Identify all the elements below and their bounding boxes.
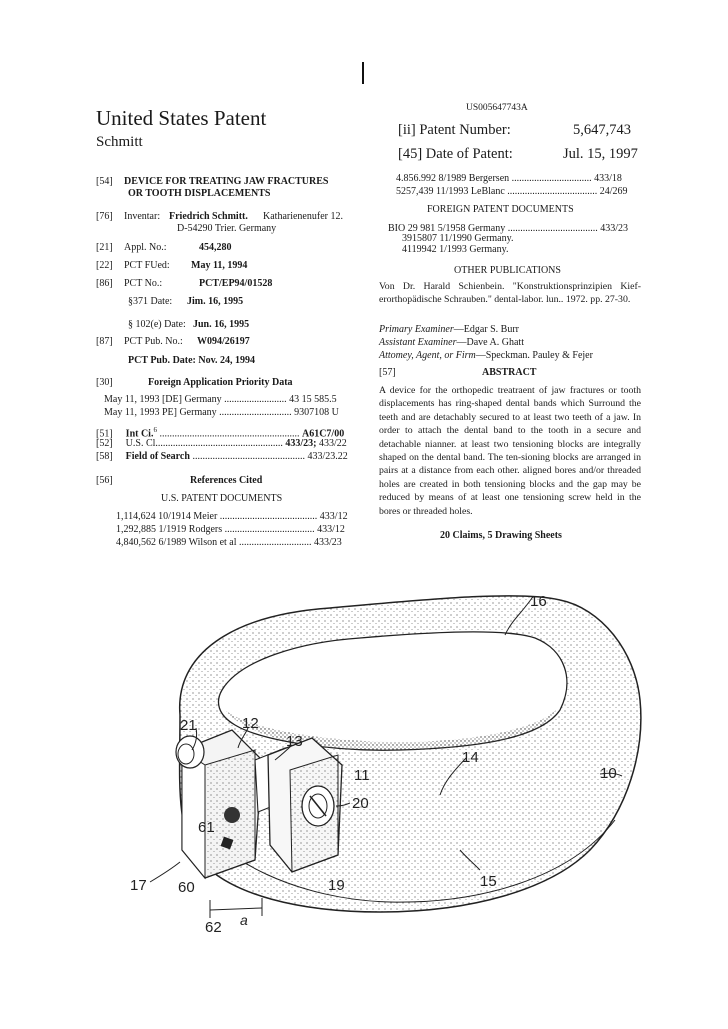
pct-no-label: PCT No.: xyxy=(124,278,163,289)
int-cl-value: A61C7/00 xyxy=(301,428,345,440)
patent-title-heading: United States Patent xyxy=(96,106,267,130)
attorney-value: —Speckman. Pauley & Fejer xyxy=(475,350,593,361)
figure-label: 12 xyxy=(242,715,259,732)
field-87-code: [87] xyxy=(96,336,113,347)
inventor-name: Friedrich Schmitt. xyxy=(169,211,248,222)
figure-label: 11 xyxy=(354,767,370,784)
field-56-code: [56] xyxy=(96,475,113,486)
figure-label: 60 xyxy=(178,879,195,896)
pct-pub-no-value: W094/26197 xyxy=(197,336,250,347)
us-cl-label: U.S. Cl xyxy=(125,438,156,449)
invention-title-line2: OR TOOTH DISPLACEMENTS xyxy=(128,188,271,199)
field-76-code: [76] xyxy=(96,211,113,222)
field-21-code: [21] xyxy=(96,242,113,253)
s371-date-label: §371 Date: xyxy=(128,296,173,307)
primary-examiner-label: Primary Examiner xyxy=(379,324,454,335)
field-22-code: [22] xyxy=(96,260,113,271)
us-reference-row: 5257,439 11/1993 LeBlanc .................................... 24/269 xyxy=(396,186,628,197)
claims-summary: 20 Claims, 5 Drawing Sheets xyxy=(440,530,562,541)
figure-label: 62 xyxy=(205,919,222,936)
field-58-code: [58] xyxy=(96,451,113,462)
us-cl-value-2: 433/22 xyxy=(316,438,347,449)
abstract-text: A device for the orthopedic treatraent of jaw fractures or tooth displacements has ring-shaped dental bands which Surround the teeth and are detachably secured to at least two teeth of a jaw. In order to attach the dental band to the tooth in a secure and detachable nianner. at least two tensioning blocks are integrally shaped on the dental band. The ten-sioning blocks are arranged in pairs at a distance from each other. aligned bores and/or threaded holes are created in both tensioning blocks and the gap may be reduced by means of at least one tensioning screw held in the bores or threaded holes. xyxy=(379,385,641,517)
pct-no-value: PCT/EP94/01528 xyxy=(199,278,273,289)
pct-pub-date-label: PCT Pub. xyxy=(128,355,171,366)
pct-pub-date-value: Date: Nov. 24, 1994 xyxy=(172,355,256,366)
s102-date-value: Jun. 16, 1995 xyxy=(193,319,250,330)
field-51-code: [51] xyxy=(96,428,113,440)
abstract-title: ABSTRACT xyxy=(482,367,537,378)
field-54-code: [54] xyxy=(96,176,113,187)
document-number: US005647743A xyxy=(466,103,528,113)
foreign-reference-row: 3915807 11/1990 Germany. xyxy=(402,233,514,244)
figure-label: 10 xyxy=(600,765,617,782)
field-of-search-label: Field of Search xyxy=(125,451,190,462)
figure-label: 16 xyxy=(530,593,547,610)
figure-label: 21 xyxy=(180,717,197,734)
field-86-code: [86] xyxy=(96,278,113,289)
int-cl-edition: 6 xyxy=(153,426,157,434)
us-reference-row: 1,292,885 1/1919 Rodgers .................................... 433/12 xyxy=(116,524,345,535)
inventor-address-line1: Katharienenufer 12. xyxy=(263,211,343,222)
field-of-search-leader: ............................................. xyxy=(189,451,305,462)
int-cl-leader: ........................................................ xyxy=(156,428,300,440)
primary-examiner-value: —Edgar S. Burr xyxy=(453,324,519,335)
figure-label: 20 xyxy=(352,795,369,812)
patent-number-label: [ii] Patent Number: xyxy=(398,122,511,138)
priority-row-2: May 11, 1993 PE] Germany ............................. 9307108 U xyxy=(104,407,339,418)
figure-label: 19 xyxy=(328,877,345,894)
appl-no-value: 454,280 xyxy=(199,242,232,253)
field-30-code: [30] xyxy=(96,377,113,388)
us-patent-documents-title: U.S. PATENT DOCUMENTS xyxy=(161,493,283,504)
us-cl-value: 433/23; xyxy=(285,438,317,449)
figure-label: 14 xyxy=(462,749,479,766)
inventor-address-line2: D-54290 Trier. Germany xyxy=(177,223,277,234)
pct-filed-label: PCT FUed: xyxy=(124,260,170,271)
references-cited-title: References Cited xyxy=(190,475,263,486)
figure-label: a xyxy=(240,912,248,928)
patent-drawing xyxy=(0,560,728,1029)
priority-data-title: Foreign Application Priority Data xyxy=(148,377,293,388)
date-of-patent: Jul. 15, 1997 xyxy=(563,146,638,162)
priority-row-1: May 11, 1993 [DE] Germany ......................... 43 15 585.5 xyxy=(104,394,337,405)
us-reference-row: 4.856.992 8/1989 Bergersen ................................ 433/18 xyxy=(396,173,622,184)
figure-label: 17 xyxy=(130,877,147,894)
field-57-code: [57] xyxy=(379,367,396,378)
inventor-surname: Schmitt xyxy=(96,134,143,150)
figure-label: 61 xyxy=(198,819,215,836)
s371-date-value: Jim. 16, 1995 xyxy=(187,296,244,307)
appl-no-label: Appl. No.: xyxy=(124,242,167,253)
figure-label: 15 xyxy=(480,873,497,890)
patent-number: 5,647,743 xyxy=(573,122,631,138)
inventor-label: Inventar: xyxy=(124,211,161,222)
other-publications-title: OTHER PUBLICATIONS xyxy=(454,265,561,276)
figure-label: 13 xyxy=(286,733,303,750)
other-publication-text: Von Dr. Harald Schienbein. "Konstruktionsprinzipien Kief-erorthopädische Schrauben." dental-labor. lun.. 1972. pp. 27-30. xyxy=(379,281,641,306)
us-reference-row: 4,840,562 6/1989 Wilson et al ............................. 433/23 xyxy=(116,537,342,548)
foreign-reference-row: 4119942 1/1993 Germany. xyxy=(402,244,509,255)
us-reference-row: 1,114,624 10/1914 Meier ....................................... 433/12 xyxy=(116,511,348,522)
attorney-label: Attomey, Agent, or Firm xyxy=(379,350,476,361)
s102-date-label: § 102(e) Date: xyxy=(128,319,186,330)
field-52-code: [52] xyxy=(96,438,113,449)
pct-pub-no-label: PCT Pub. No.: xyxy=(124,336,183,347)
foreign-reference-row: BIO 29 981 5/1958 Germany .................................... 433/23 xyxy=(388,223,628,234)
invention-title-line1: DEVICE FOR TREATING JAW FRACTURES xyxy=(124,176,329,187)
field-of-search-value: 433/23.22 xyxy=(307,451,348,462)
foreign-patent-documents-title: FOREIGN PATENT DOCUMENTS xyxy=(427,204,574,215)
assistant-examiner-label: Assistant Examiner xyxy=(379,337,457,348)
date-of-patent-label: [45] Date of Patent: xyxy=(398,146,513,162)
int-cl-label: Int Ci. xyxy=(125,428,154,440)
pct-filed-value: May 11, 1994 xyxy=(191,260,248,271)
header-mark xyxy=(362,62,364,84)
us-cl-leader: ................................................... xyxy=(155,438,283,449)
assistant-examiner-value: —Dave A. Ghatt xyxy=(456,337,524,348)
